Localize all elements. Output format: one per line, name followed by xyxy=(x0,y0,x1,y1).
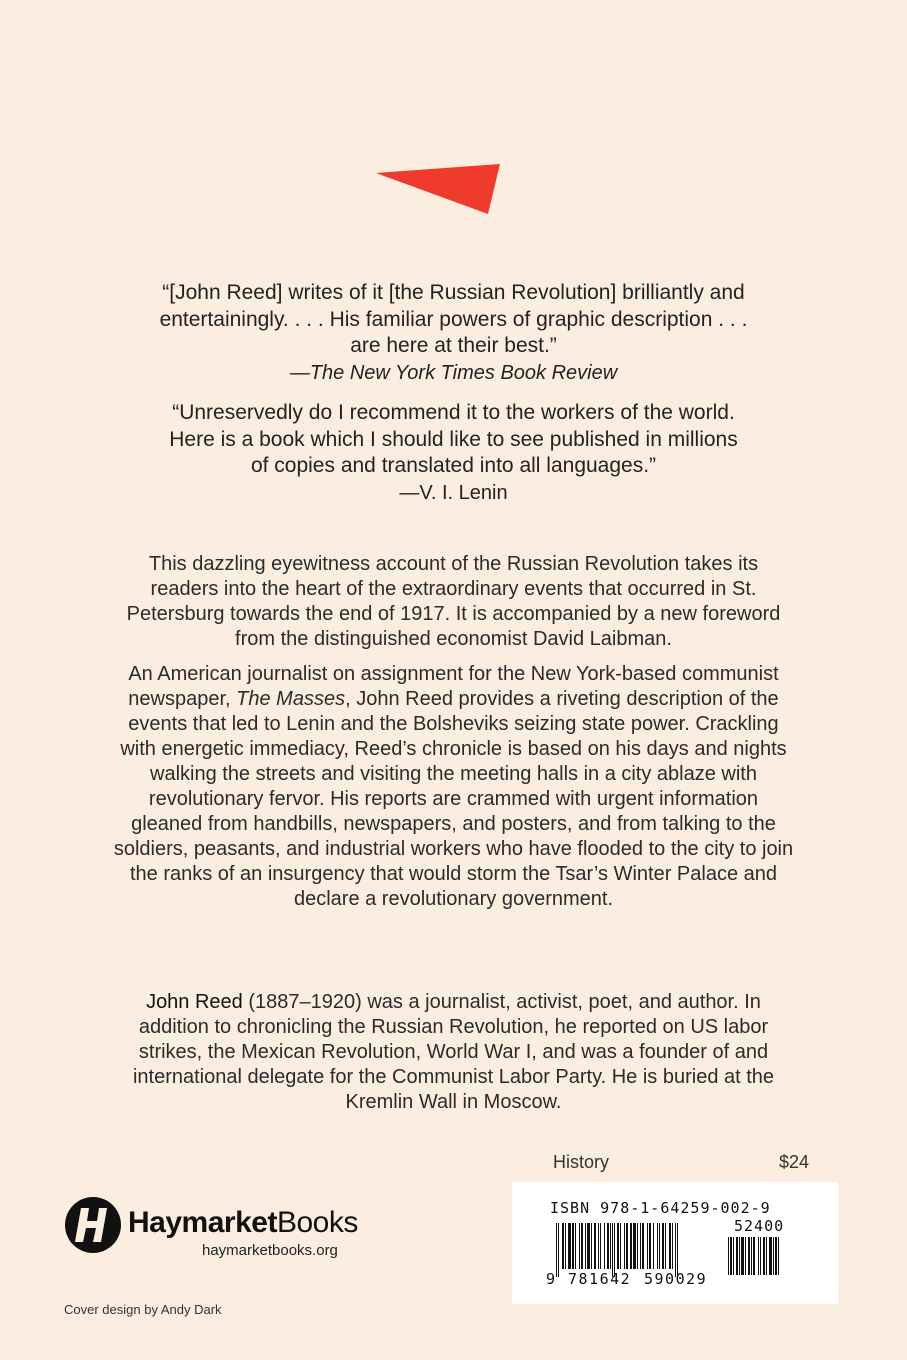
barcode-bar xyxy=(653,1223,654,1269)
barcode-bar xyxy=(751,1237,752,1275)
cover-credit: Cover design by Andy Dark xyxy=(64,1302,222,1317)
barcode-bar xyxy=(657,1223,658,1269)
ean-first-digit: 9 xyxy=(546,1270,557,1288)
book-description xyxy=(0,552,907,912)
barcode-bar xyxy=(558,1223,559,1277)
barcode-bar xyxy=(659,1223,660,1269)
description-paragraph-1: This dazzling eyewitness account of the Russian Revolution takes its readers into the heart of the extraordinary events that occurred in St. Petersburg towards the end of 1917. It is accompanied by a new foreword from the distinguished economist David Laibman. xyxy=(126,553,781,650)
quote-source: —V. I. Lenin xyxy=(399,481,508,504)
barcode-bar xyxy=(579,1223,580,1269)
barcode-bar xyxy=(562,1223,564,1269)
barcode-bar xyxy=(640,1223,641,1269)
barcode-bar xyxy=(581,1223,583,1269)
barcode-bar xyxy=(604,1223,605,1269)
barcode-bar xyxy=(753,1237,755,1275)
price-addon-number: 52400 xyxy=(734,1217,785,1235)
quote-lenin xyxy=(114,400,794,506)
barcode-bar xyxy=(633,1223,636,1269)
barcode-panel xyxy=(512,1182,838,1304)
barcode-bar xyxy=(600,1223,601,1269)
quote-source: —The New York Times Book Review xyxy=(289,361,618,384)
barcode-bar xyxy=(739,1237,740,1275)
barcode-bar xyxy=(607,1223,609,1269)
quote-line: “[John Reed] writes of it [the Russian Revolution] brilliantly and xyxy=(162,281,745,304)
quote-nyt xyxy=(114,280,794,386)
barcode-bar xyxy=(585,1223,586,1269)
barcode-bar xyxy=(568,1223,571,1269)
barcode-bar xyxy=(778,1237,779,1275)
barcode-bar xyxy=(672,1223,673,1269)
publisher-name-regular: Books xyxy=(276,1206,358,1239)
barcode-bar xyxy=(677,1223,678,1277)
author-bio-paragraph xyxy=(114,990,794,1115)
barcode-bar xyxy=(728,1237,729,1275)
barcode-bar xyxy=(556,1223,557,1277)
barcode-bar xyxy=(775,1237,777,1275)
barcode-bar xyxy=(675,1223,676,1277)
description-text: , John Reed provides a riveting description of the events that led to Lenin and the Bolsheviks seizing state power. Crackling with energetic immediacy, Reed’s chronicle is based on his days and nights walking the streets and visiting the meeting halls in a city ablaze with revolutionary fervor. His reports are crammed with urgent information gleaned from handbills, newspapers, and posters, and from talking to the soldiers, peasants, and industrial workers who have flooded to the city to join the ranks of an insurgency that would storm the Tsar’s Winter Palace and declare a revolutionary government. xyxy=(113,688,794,910)
ean-right-digits: 590029 xyxy=(644,1270,708,1288)
barcode-bar xyxy=(649,1223,651,1269)
barcode-bar xyxy=(630,1223,632,1269)
quote-line: are here at their best.” xyxy=(350,334,557,357)
description-text: An American journalist on assignment for the New York-based communist newspaper, xyxy=(128,663,779,710)
barcode-bar xyxy=(617,1223,619,1269)
barcode-bar xyxy=(730,1237,732,1275)
review-quotes xyxy=(0,280,907,506)
barcode-bar xyxy=(647,1223,648,1269)
red-flag-graphic xyxy=(376,162,500,214)
barcode-bar xyxy=(760,1237,761,1275)
barcode-bar xyxy=(769,1237,772,1275)
price-label: $24 xyxy=(779,1152,810,1172)
price-addon-barcode xyxy=(728,1237,802,1279)
barcode-bar xyxy=(766,1237,767,1275)
barcode-bar xyxy=(669,1223,671,1269)
ean-left-digits: 781642 xyxy=(568,1270,632,1288)
barcode-bar xyxy=(587,1223,590,1269)
barcode-bar xyxy=(758,1237,759,1275)
barcode-bar xyxy=(736,1237,738,1275)
barcode-bar xyxy=(572,1223,574,1269)
quote-line: “Unreservedly do I recommend it to the workers of the world. xyxy=(172,401,735,424)
publisher-logo xyxy=(64,1196,364,1266)
barcode-bar xyxy=(733,1237,734,1275)
barcode-bar xyxy=(665,1223,666,1269)
barcode-bar xyxy=(610,1223,611,1269)
barcode-bar xyxy=(624,1223,625,1269)
quote-line: entertainingly. . . . His familiar powers of graphic description . . . xyxy=(159,307,748,331)
barcode-bar xyxy=(642,1223,644,1269)
barcode-bar xyxy=(626,1223,628,1269)
isbn-label: ISBN 978-1-64259-002-9 xyxy=(550,1199,771,1217)
haymarket-logo-icon xyxy=(64,1196,122,1254)
author-bio-text: (1887–1920) was a journalist, activist, poet, and author. In addition to chronicling the Russian Revolution, he reported on US labor strikes, the Mexican Revolution, World War I, and was a founder of and international delegate for the Communist Labor Party. He is buried at the Kremlin Wall in Moscow. xyxy=(132,991,775,1113)
barcode-bar xyxy=(598,1223,599,1269)
barcode-bar xyxy=(594,1223,596,1269)
quote-line: of copies and translated into all languages.” xyxy=(250,454,657,477)
author-bio xyxy=(0,990,907,1115)
barcode-bar xyxy=(565,1223,566,1269)
barcode-bar xyxy=(763,1237,765,1275)
barcode-bar xyxy=(575,1223,576,1269)
barcode-bar xyxy=(620,1223,621,1269)
barcode-bar xyxy=(773,1237,774,1275)
barcode-bar xyxy=(591,1223,592,1269)
publisher-name-bold: Haymarket xyxy=(128,1206,277,1239)
description-paragraph-2 xyxy=(114,662,794,912)
barcode-bar xyxy=(745,1237,746,1275)
barcode-bar xyxy=(614,1223,615,1277)
publisher-url: haymarketbooks.org xyxy=(202,1242,338,1259)
barcode-bar xyxy=(741,1237,744,1275)
author-name: John Reed xyxy=(146,991,243,1013)
quote-line: Here is a book which I should like to see published in millions xyxy=(169,427,738,451)
barcode-bar xyxy=(662,1223,664,1269)
barcode-bar xyxy=(612,1223,613,1277)
category-label: History xyxy=(553,1152,610,1172)
newspaper-title: The Masses xyxy=(236,688,346,710)
barcode-bar xyxy=(748,1237,750,1275)
publisher-name xyxy=(128,1206,358,1240)
barcode-bar xyxy=(637,1223,638,1269)
